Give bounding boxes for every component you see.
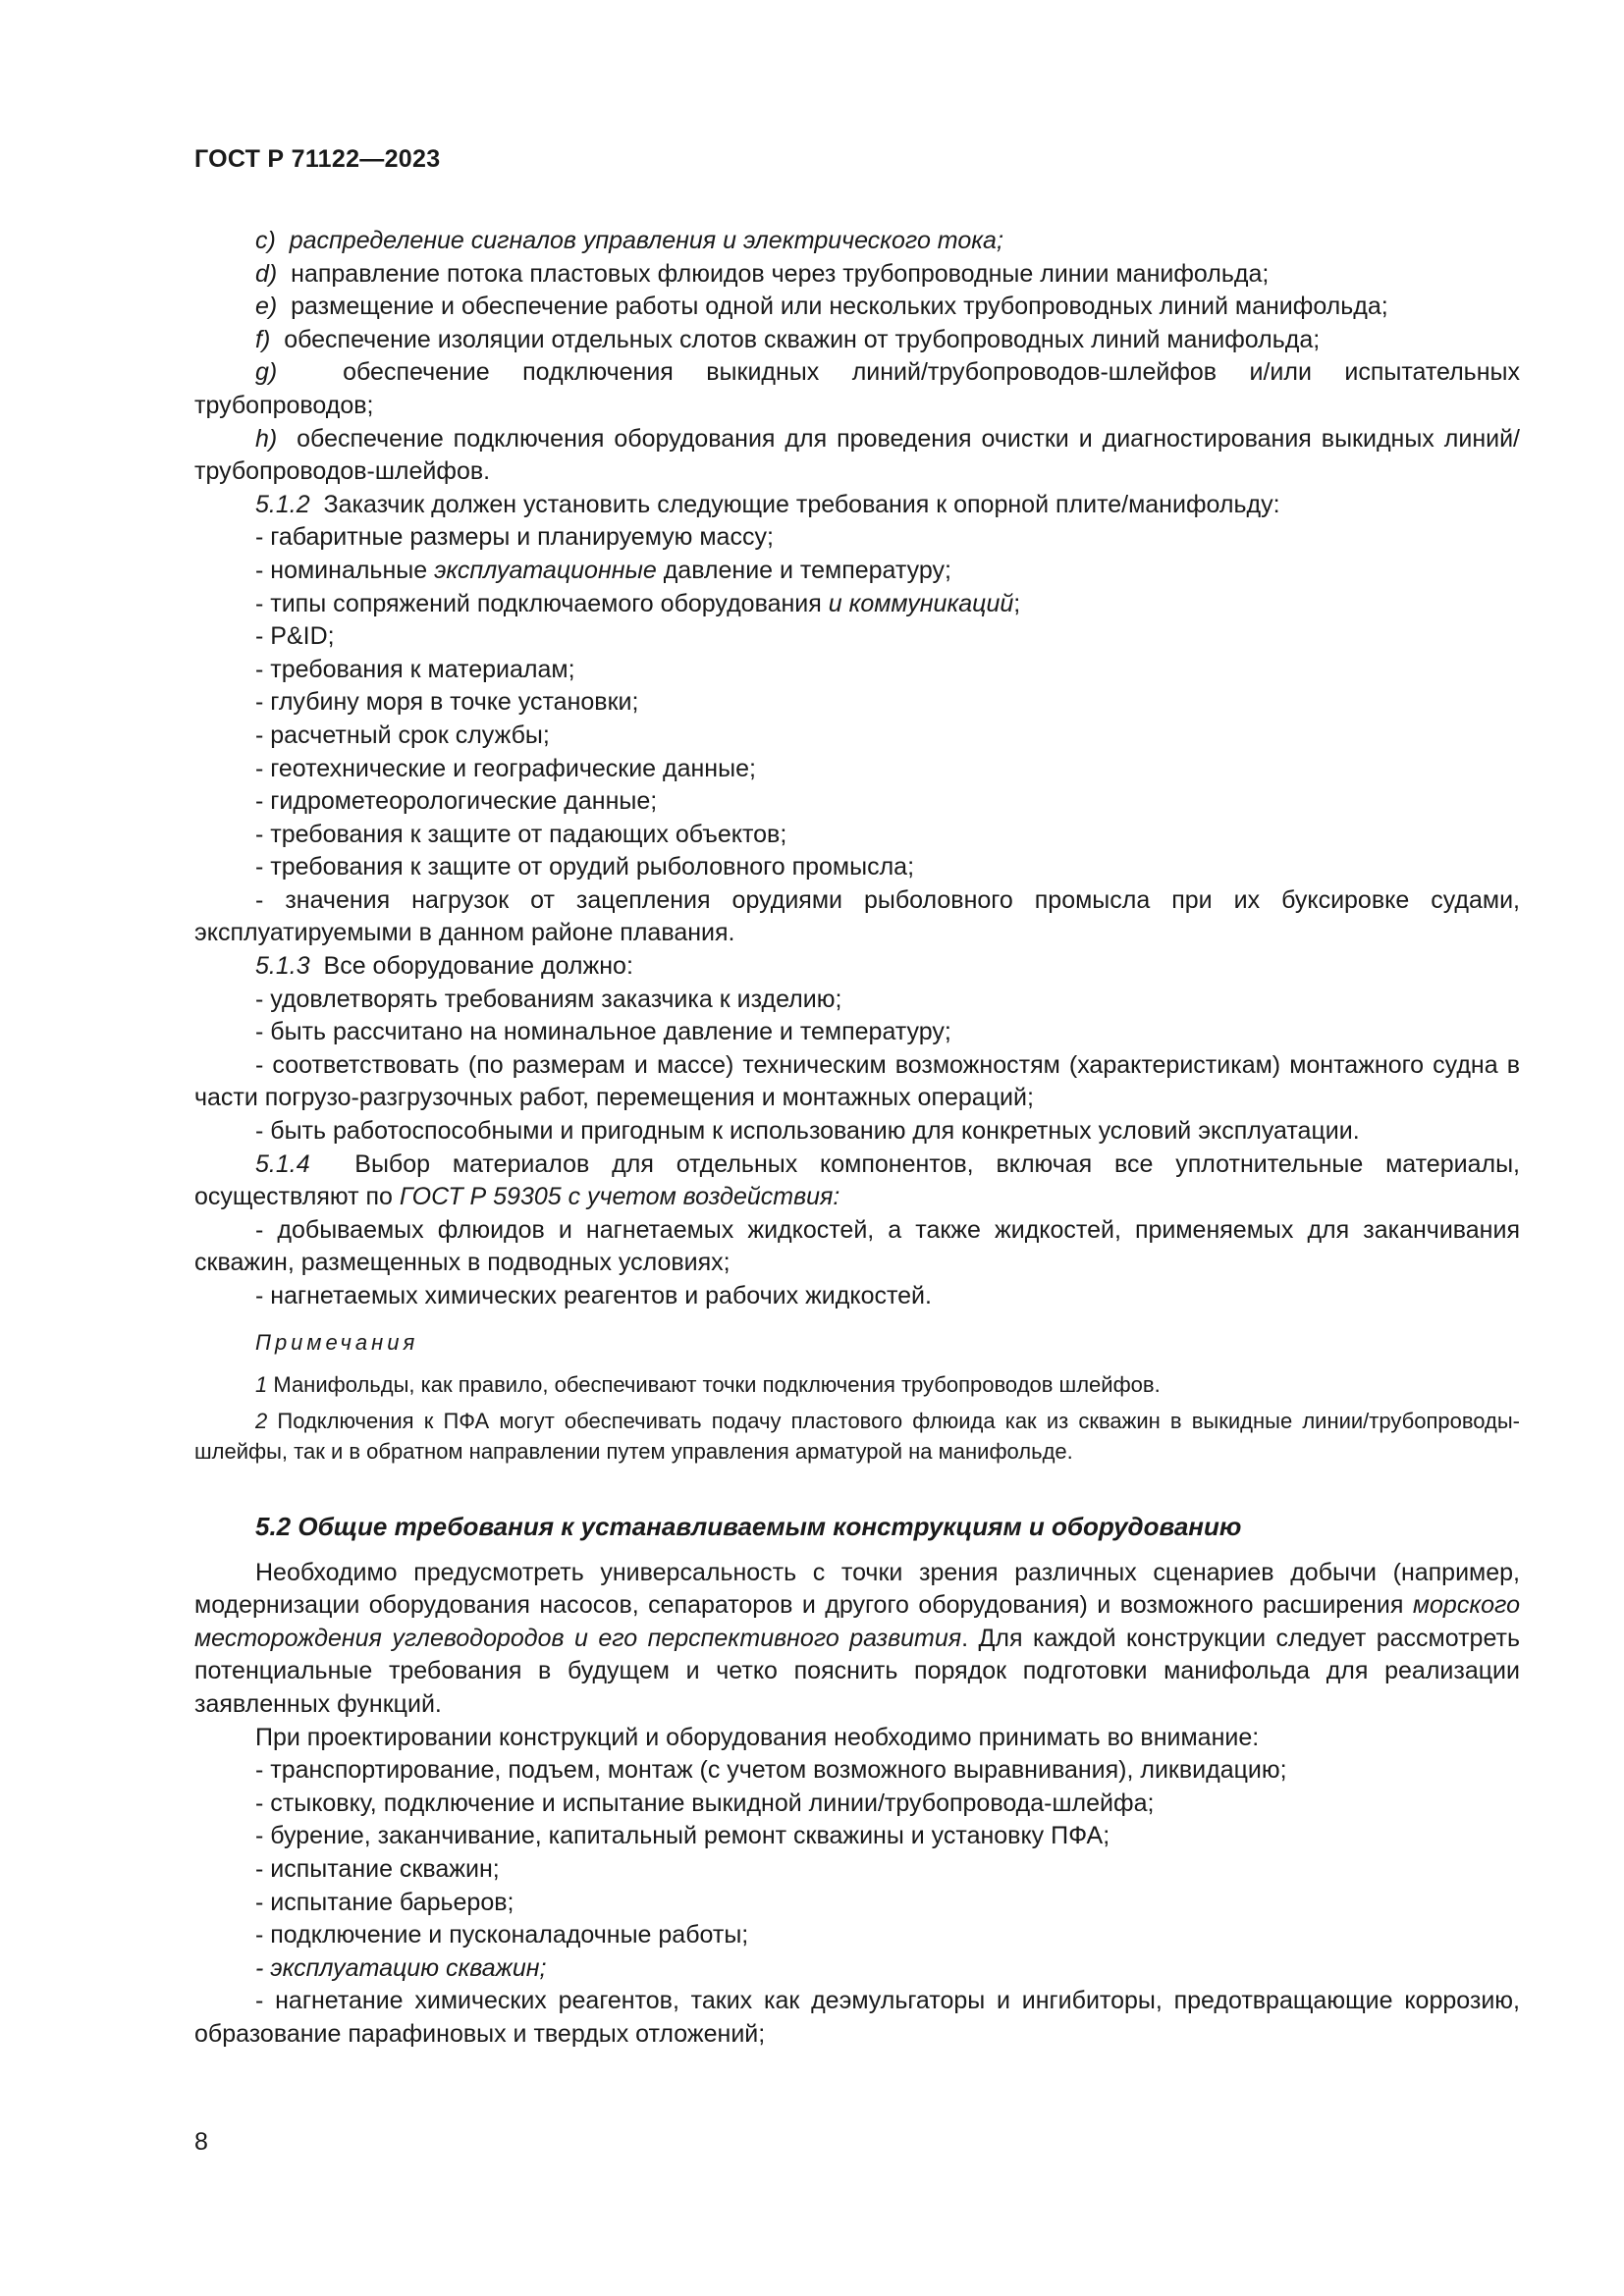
list-item: - добываемых флюидов и нагнетаемых жидкостей, а также жидкостей, применяемых для заканчивания скважин, размещенных в подводных условиях; (194, 1215, 1520, 1277)
list-item: - гидрометеорологические данные; (255, 787, 658, 816)
section-paragraph: Необходимо предусмотреть универсальность с точки зрения различных сценариев добычи (например, модернизации оборудования насосов, сепараторов и другого оборудования) и возможного расширения морского месторождения углеводородов и его перспективного развития. Для каждой конструкции следует рассмотреть потенциальные требования в будущем и четко пояснить порядок подготовки манифольда для реализации заявленных функций. (194, 1558, 1520, 1718)
clause-text: Выбор материалов для отдельных компонентов, включая все уплотнительные материалы, осуществляют по (194, 1149, 1520, 1211)
list-item: - эксплуатацию скважин; (255, 1953, 547, 1982)
list-marker: h) (255, 424, 278, 453)
list-item-g (194, 356, 1520, 422)
list-item: - требования к защите от орудий рыболовного промысла; (255, 853, 915, 881)
note-number: 1 (255, 1371, 268, 1397)
list-item: - нагнетание химических реагентов, таких как деэмульгаторы и ингибиторы, предотвращающие коррозию, образование парафиновых и твердых отложений; (194, 1987, 1520, 2048)
list-text: размещение и обеспечение работы одной или нескольких трубопроводных линий манифольда; (291, 293, 1388, 321)
list-item: - номинальные эксплуатационные давление и температуру; (255, 556, 951, 584)
list-text: обеспечение подключения выкидных линий/трубопроводов-шлейфов и/или испытательных трубопроводов; (194, 358, 1520, 419)
list-item-d (194, 258, 1520, 292)
list-item: - соответствовать (по размерам и массе) техническим возможностям (характеристикам) монтажного судна в части погрузо-разгрузочных работ, перемещения и монтажных операций; (194, 1050, 1520, 1112)
list-item: - P&ID; (255, 622, 335, 651)
list-item-e (194, 291, 1520, 324)
list-item: - транспортирование, подъем, монтаж (с учетом возможного выравнивания), ликвидацию; (255, 1756, 1287, 1785)
list-text: распределение сигналов управления и электрического тока; (289, 227, 1003, 254)
list-item: - быть рассчитано на номинальное давление и температуру; (255, 1018, 951, 1046)
list-marker: f) (255, 325, 271, 353)
list-marker: e) (255, 293, 278, 321)
clause-number: 5.1.4 (255, 1149, 310, 1178)
list-text: обеспечение подключения оборудования для проведения очистки и диагностирования выкидных линий/трубопроводов-шлейфов. (194, 424, 1520, 486)
list-item-c (194, 225, 1520, 258)
list-marker: g) (255, 358, 278, 387)
clause-5-1-3 (194, 950, 1520, 984)
note-1 (194, 1369, 1520, 1400)
list-item: - геотехнические и географические данные; (255, 754, 756, 782)
clause-number: 5.1.2 (255, 490, 310, 518)
notes-block (194, 1327, 1520, 1467)
list-item: - испытание барьеров; (255, 1888, 514, 1916)
list-marker: d) (255, 259, 278, 288)
list-item: - габаритные размеры и планируемую массу; (255, 523, 774, 552)
list-marker: c) (255, 227, 276, 254)
note-text: Подключения к ПФА могут обеспечивать подачу пластового флюида как из скважин в выкидные линии/трубопроводы-шлейфы, так и в обратном направлении путем управления арматурой на манифольде. (194, 1408, 1520, 1464)
list-item: - бурение, заканчивание, капитальный ремонт скважины и установку ПФА; (255, 1822, 1110, 1850)
list-item: - удовлетворять требованиям заказчика к изделию; (255, 985, 842, 1013)
note-text: Манифольды, как правило, обеспечивают точки подключения трубопроводов шлейфов. (273, 1371, 1161, 1397)
note-number: 2 (255, 1408, 268, 1433)
list-item: - испытание скважин; (255, 1854, 500, 1883)
list-text: направление потока пластовых флюидов через трубопроводные линии манифольда; (291, 259, 1270, 288)
clause-text: Заказчик должен установить следующие требования к опорной плите/манифольду: (323, 490, 1280, 518)
document-body (194, 225, 1520, 2052)
list-item: - требования к защите от падающих объектов; (255, 820, 787, 848)
list-item: - быть работоспособными и пригодным к использованию для конкретных условий эксплуатации. (255, 1117, 1360, 1146)
list-item: - нагнетаемых химических реагентов и рабочих жидкостей. (255, 1282, 932, 1309)
list-item: - значения нагрузок от зацепления орудиями рыболовного промысла при их буксировке судами, эксплуатируемыми в данном районе плавания. (194, 885, 1520, 947)
list-item: - требования к материалам; (255, 655, 575, 683)
clause-5-1-2 (194, 489, 1520, 522)
list-item: - типы сопряжений подключаемого оборудования и коммуникаций; (255, 589, 1021, 617)
section-title-5-2: 5.2 Общие требования к устанавливаемым конструкциям и оборудованию (255, 1511, 1242, 1541)
list-text: обеспечение изоляции отдельных слотов скважин от трубопроводных линий манифольда; (284, 325, 1321, 353)
document-page (194, 145, 1520, 2052)
notes-title: Примечания (255, 1329, 419, 1355)
clause-text: Все оборудование должно: (323, 952, 633, 981)
list-item: - глубину моря в точке установки; (255, 688, 639, 717)
list-item-h (194, 423, 1520, 489)
standard-reference: ГОСТ Р 59305 с учетом воздействия: (399, 1183, 840, 1211)
list-item: - расчетный срок службы; (255, 721, 550, 749)
list-item: - стыковку, подключение и испытание выкидной линии/трубопровода-шлейфа; (255, 1789, 1155, 1817)
note-2 (194, 1406, 1520, 1467)
document-header: ГОСТ Р 71122—2023 (194, 145, 441, 173)
section-paragraph: При проектировании конструкций и оборудования необходимо принимать во внимание: (255, 1723, 1260, 1751)
page-number: 8 (194, 2128, 208, 2156)
clause-5-1-4 (194, 1148, 1520, 1214)
clause-number: 5.1.3 (255, 952, 310, 981)
list-item-f (194, 324, 1520, 357)
list-item: - подключение и пусконаладочные работы; (255, 1921, 749, 1949)
